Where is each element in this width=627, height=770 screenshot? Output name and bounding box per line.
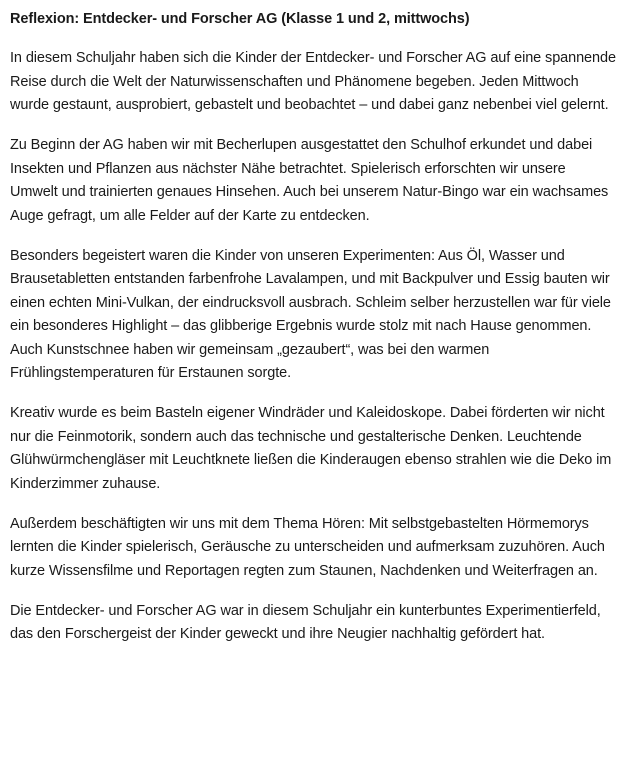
paragraph-schoolyard: Zu Beginn der AG haben wir mit Becherlupen ausgestattet den Schulhof erkundet und dabei Insekten und Pflanzen aus nächster Nähe betrachtet. Spielerisch erforschten wir unsere Umwelt und trainierten genaues Hinsehen. Auch bei unserem Natur-Bingo war ein wachsames Auge gefragt, um alle Felder auf der Karte zu entdecken. [10,137,609,224]
paragraph-experiments: Besonders begeistert waren die Kinder von unseren Experimenten: Aus Öl, Wasser und Brausetabletten entstanden farbenfrohe Lavalampen, und mit Backpulver und Essig bauten wir einen echten Mini-Vulkan, der eindrucksvoll ausbrach. Schleim selber herzustellen war für viele ein besonderes Highlight – das glibberige Ergebnis wurde stolz mit nach Hause genommen. Auch Kunstschnee haben wir gemeinsam „gezaubert“, was bei den warmen Frühlingstemperaturen für Erstaunen sorgte. [10,247,611,381]
paragraph-hearing: Außerdem beschäftigten wir uns mit dem Thema Hören: Mit selbstgebastelten Hörmemorys lernten die Kinder spielerisch, Geräusche zu unterscheiden und aufmerksam zuzuhören. Auch kurze Wissensfilme und Reportagen regten zum Staunen, Nachdenken und Weiterfragen an. [10,515,605,579]
paragraph-crafts: Kreativ wurde es beim Basteln eigener Windräder und Kaleidoskope. Dabei förderten wir nicht nur die Feinmotorik, sondern auch das technische und gestalterische Denken. Leuchtende Glühwürmchengläser mit Leuchtknete ließen die Kinderaugen ebenso strahlen wie die Deko im Kinderzimmer zuhause. [10,405,612,492]
paragraph-intro: In diesem Schuljahr haben sich die Kinder der Entdecker- und Forscher AG auf eine spannende Reise durch die Welt der Naturwissenschaften und Phänomene begeben. Jeden Mittwoch wurde gestaunt, ausprobiert, gebastelt und beobachtet – und dabei ganz nebenbei viel gelernt. [10,50,616,113]
paragraph-conclusion: Die Entdecker- und Forscher AG war in diesem Schuljahr ein kunterbuntes Experimentierfeld, das den Forschergeist der Kinder geweckt und ihre Neugier nachhaltig gefördert hat. [10,602,601,642]
document-title: Reflexion: Entdecker- und Forscher AG (Klasse 1 und 2, mittwochs) [10,11,470,27]
